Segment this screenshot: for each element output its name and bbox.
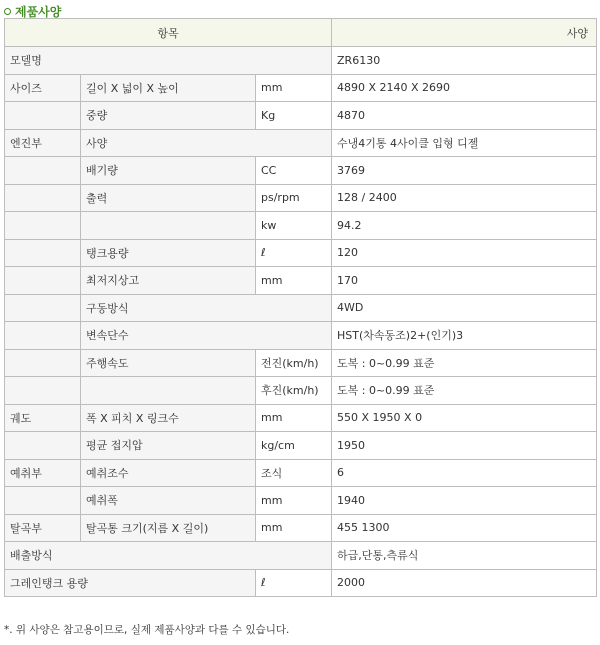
row-label: 예취폭 <box>81 487 256 515</box>
row-value: 6 <box>332 459 597 487</box>
row-category: 엔진부 <box>5 129 81 157</box>
row-label: 최저지상고 <box>81 267 256 295</box>
row-category: 예취부 <box>5 459 81 487</box>
row-category <box>5 212 81 240</box>
row-category <box>5 184 81 212</box>
row-unit: 조식 <box>256 459 332 487</box>
table-row <box>5 377 597 405</box>
row-unit: ℓ <box>256 569 332 597</box>
row-category <box>5 377 81 405</box>
row-label: 구동방식 <box>81 294 332 322</box>
row-label: 길이 X 넓이 X 높이 <box>81 74 256 102</box>
row-unit: CC <box>256 157 332 185</box>
table-row <box>5 542 597 570</box>
row-unit: mm <box>256 74 332 102</box>
row-label: 사양 <box>81 129 332 157</box>
row-label: 중량 <box>81 102 256 130</box>
table-row <box>5 239 597 267</box>
row-value: 120 <box>332 239 597 267</box>
table-row <box>5 514 597 542</box>
row-unit: kw <box>256 212 332 240</box>
row-unit: kg/cm <box>256 432 332 460</box>
section-title-text: 제품사양 <box>15 4 62 19</box>
row-label: 변속단수 <box>81 322 332 350</box>
row-value: 1950 <box>332 432 597 460</box>
row-unit: mm <box>256 487 332 515</box>
row-value: 94.2 <box>332 212 597 240</box>
row-category: 탈곡부 <box>5 514 81 542</box>
row-label <box>81 212 256 240</box>
row-value: 도복 : 0~0.99 표준 <box>332 349 597 377</box>
row-label: 탱크용량 <box>81 239 256 267</box>
table-row <box>5 432 597 460</box>
row-label: 탈곡통 크기(지름 X 길이) <box>81 514 256 542</box>
table-row <box>5 322 597 350</box>
row-unit: mm <box>256 404 332 432</box>
row-unit: ℓ <box>256 239 332 267</box>
row-value: 도복 : 0~0.99 표준 <box>332 377 597 405</box>
table-row <box>5 212 597 240</box>
row-category: 사이즈 <box>5 74 81 102</box>
table-row <box>5 569 597 597</box>
row-unit: Kg <box>256 102 332 130</box>
row-value: 하급,단통,측류식 <box>332 542 597 570</box>
row-unit: mm <box>256 514 332 542</box>
header-spec: 사양 <box>332 19 597 47</box>
table-row <box>5 487 597 515</box>
table-row <box>5 129 597 157</box>
table-row <box>5 349 597 377</box>
row-category <box>5 487 81 515</box>
bullet-circle-icon <box>4 8 11 15</box>
row-value: 4890 X 2140 X 2690 <box>332 74 597 102</box>
row-value: 수냉4기통 4사이클 입형 디젤 <box>332 129 597 157</box>
row-label: 그레인탱크 용량 <box>5 569 256 597</box>
row-category <box>5 322 81 350</box>
row-value: 128 / 2400 <box>332 184 597 212</box>
row-value: HST(차속동조)2+(인기)3 <box>332 322 597 350</box>
table-row <box>5 404 597 432</box>
row-value: 170 <box>332 267 597 295</box>
table-row <box>5 184 597 212</box>
row-value: 3769 <box>332 157 597 185</box>
row-category: 궤도 <box>5 404 81 432</box>
row-label: 배출방식 <box>5 542 332 570</box>
row-label: 예취조수 <box>81 459 256 487</box>
row-label: 주행속도 <box>81 349 256 377</box>
row-value: 4870 <box>332 102 597 130</box>
row-value: 1940 <box>332 487 597 515</box>
row-value: 550 X 1950 X 0 <box>332 404 597 432</box>
table-row <box>5 102 597 130</box>
row-label: 폭 X 피치 X 링크수 <box>81 404 256 432</box>
row-value: 455 1300 <box>332 514 597 542</box>
row-category <box>5 239 81 267</box>
row-label <box>81 377 256 405</box>
row-category <box>5 294 81 322</box>
row-category <box>5 432 81 460</box>
row-label: 배기량 <box>81 157 256 185</box>
spec-table <box>4 18 597 597</box>
row-unit: mm <box>256 267 332 295</box>
table-row <box>5 47 597 75</box>
table-row <box>5 294 597 322</box>
row-value: ZR6130 <box>332 47 597 75</box>
row-label: 모델명 <box>5 47 332 75</box>
row-value: 4WD <box>332 294 597 322</box>
row-category <box>5 349 81 377</box>
row-category <box>5 157 81 185</box>
row-unit: 전진(km/h) <box>256 349 332 377</box>
footnote: *. 위 사양은 참고용이므로, 실제 제품사양과 다를 수 있습니다. <box>4 624 290 636</box>
row-label: 평균 접지압 <box>81 432 256 460</box>
row-unit: 후진(km/h) <box>256 377 332 405</box>
table-row <box>5 459 597 487</box>
table-row <box>5 267 597 295</box>
row-label: 출력 <box>81 184 256 212</box>
row-unit: ps/rpm <box>256 184 332 212</box>
header-item: 항목 <box>5 19 332 47</box>
table-header-row <box>5 19 597 47</box>
row-category <box>5 267 81 295</box>
table-row <box>5 157 597 185</box>
row-value: 2000 <box>332 569 597 597</box>
table-row <box>5 74 597 102</box>
row-category <box>5 102 81 130</box>
